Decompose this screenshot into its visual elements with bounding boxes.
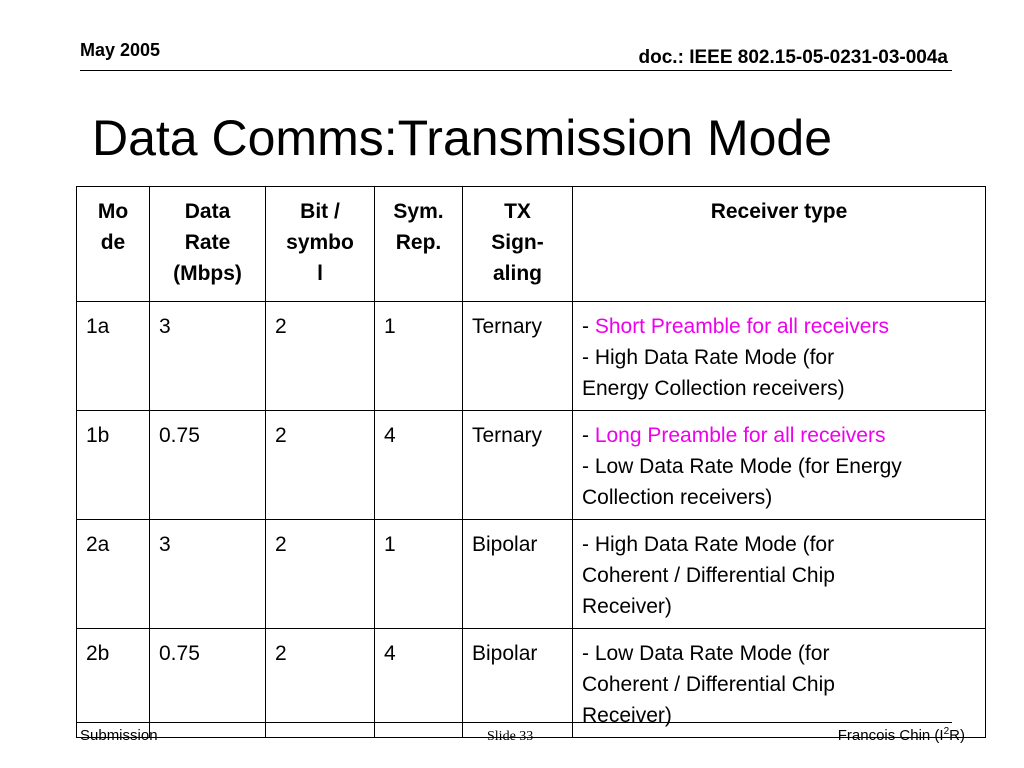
header-line: Sym. (393, 200, 444, 223)
header-date: May 2005 (80, 40, 161, 60)
header-line: (Mbps) (173, 262, 242, 285)
cell-sym-rep: 4 (375, 411, 463, 520)
header-doc-id: doc.: IEEE 802.15-05-0231-03-004a (638, 47, 948, 68)
header-line: TX (504, 200, 531, 223)
author-prefix: Francois Chin (I (837, 727, 944, 744)
header-divider (80, 70, 952, 71)
cell-mode: 1b (77, 411, 150, 520)
cell-bit-per-symbol: 2 (266, 411, 375, 520)
cell-tx-signaling: Ternary (463, 302, 573, 411)
footer-author (838, 727, 965, 744)
header-line: Rep. (395, 231, 442, 254)
cell-mode: 2b (77, 629, 150, 738)
cell-receiver-type (573, 520, 986, 629)
author-suffix: R) (949, 727, 965, 744)
header-line: Data (184, 200, 231, 223)
cell-bit-per-symbol: 2 (266, 629, 375, 738)
cell-tx-signaling: Ternary (463, 411, 573, 520)
table-row (77, 302, 986, 411)
column-header-mode (77, 187, 150, 302)
receiver-line: - Low Data Rate Mode (for (582, 642, 830, 665)
receiver-line: Collection receivers) (582, 486, 773, 509)
slide-title: Data Comms:Transmission Mode (92, 110, 833, 166)
receiver-line: Receiver) (582, 704, 672, 727)
cell-data-rate: 3 (150, 520, 266, 629)
cell-tx-signaling: Bipolar (463, 520, 573, 629)
header-line: Receiver type (710, 200, 848, 223)
header-line: Bit / (300, 200, 340, 223)
receiver-dash: - (582, 424, 595, 447)
receiver-line: - Low Data Rate Mode (for Energy (582, 455, 902, 478)
receiver-line: Coherent / Differential Chip (582, 673, 835, 696)
table-header-row (77, 187, 986, 302)
transmission-mode-table (76, 186, 986, 738)
header-line: symbo (286, 231, 354, 254)
cell-data-rate: 3 (150, 302, 266, 411)
column-header-data-rate (150, 187, 266, 302)
cell-receiver-type (573, 302, 986, 411)
footer-submission: Submission (80, 727, 158, 744)
footer-slide-number: Slide 33 (487, 729, 534, 744)
cell-bit-per-symbol: 2 (266, 520, 375, 629)
receiver-line: Energy Collection receivers) (582, 377, 845, 400)
receiver-highlight: Short Preamble for all receivers (594, 315, 889, 338)
receiver-line: Receiver) (582, 595, 672, 618)
receiver-highlight: Long Preamble for all receivers (594, 424, 886, 447)
receiver-line: - High Data Rate Mode (for (582, 533, 835, 556)
cell-sym-rep: 1 (375, 520, 463, 629)
author-superscript: 2 (943, 726, 950, 737)
cell-mode: 1a (77, 302, 150, 411)
header-line: aling (492, 262, 542, 285)
cell-data-rate: 0.75 (150, 629, 266, 738)
table-row (77, 520, 986, 629)
receiver-line (582, 311, 976, 342)
cell-mode: 2a (77, 520, 150, 629)
column-header-bit-per-symbol (266, 187, 375, 302)
cell-bit-per-symbol: 2 (266, 302, 375, 411)
footer-divider (76, 722, 952, 723)
header-line: de (100, 231, 126, 254)
column-header-sym-rep (375, 187, 463, 302)
column-header-tx-signaling (463, 187, 573, 302)
header-line: Mo (97, 200, 129, 223)
cell-sym-rep: 1 (375, 302, 463, 411)
receiver-line: - High Data Rate Mode (for (582, 346, 835, 369)
header-line: l (317, 262, 323, 285)
column-header-receiver-type (573, 187, 986, 302)
cell-receiver-type (573, 411, 986, 520)
table-row (77, 411, 986, 520)
header-line: Sign- (491, 231, 544, 254)
header-line: Rate (184, 231, 231, 254)
receiver-line: Coherent / Differential Chip (582, 564, 835, 587)
cell-tx-signaling: Bipolar (463, 629, 573, 738)
cell-data-rate: 0.75 (150, 411, 266, 520)
receiver-dash: - (582, 315, 595, 338)
receiver-line (582, 420, 976, 451)
cell-sym-rep: 4 (375, 629, 463, 738)
